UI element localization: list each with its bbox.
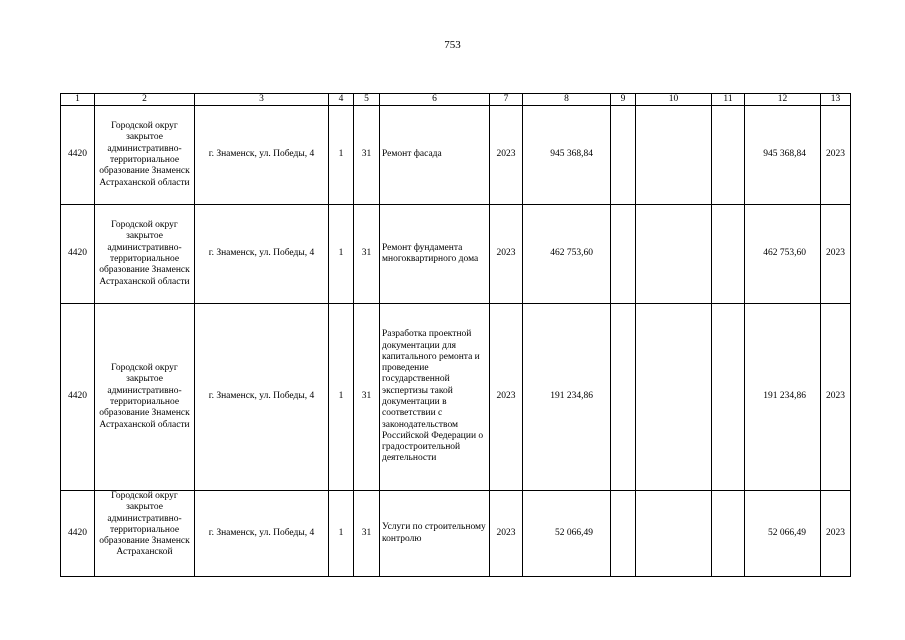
cell-col4: 1 [329,491,354,577]
year-cell: 2023 [821,106,851,205]
cell-col11 [712,304,745,491]
column-number: 10 [636,94,712,106]
year-cell: 2023 [490,205,523,304]
table-row [61,304,851,491]
register-table [60,93,851,577]
column-number: 2 [95,94,195,106]
amount-cell: 52 066,49 [745,491,821,577]
table-row [61,205,851,304]
cell-col4: 1 [329,106,354,205]
column-number: 3 [195,94,329,106]
amount-cell: 462 753,60 [523,205,611,304]
year-cell: 2023 [490,106,523,205]
year-cell: 2023 [490,304,523,491]
cell-col11 [712,491,745,577]
cell-col10 [636,205,712,304]
year-cell: 2023 [821,491,851,577]
code-cell: 4420 [61,304,95,491]
municipality-cell: Городской округ закрытое административно-территориальное образование Знаменск Астраханской области [95,106,195,205]
amount-cell: 945 368,84 [523,106,611,205]
amount-cell: 52 066,49 [523,491,611,577]
municipality-cell: Городской округ закрытое административно-территориальное образование Знаменск Астраханской области [95,304,195,491]
cell-col5: 31 [354,106,380,205]
address-cell: г. Знаменск, ул. Победы, 4 [195,205,329,304]
address-cell: г. Знаменск, ул. Победы, 4 [195,491,329,577]
table-row [61,491,851,577]
column-number: 12 [745,94,821,106]
address-cell: г. Знаменск, ул. Победы, 4 [195,106,329,205]
table-row [61,106,851,205]
year-cell: 2023 [821,205,851,304]
amount-cell: 462 753,60 [745,205,821,304]
column-number: 11 [712,94,745,106]
cell-col5: 31 [354,491,380,577]
cell-col10 [636,106,712,205]
amount-cell: 191 234,86 [745,304,821,491]
code-cell: 4420 [61,491,95,577]
cell-col10 [636,491,712,577]
municipality-text: Городской округ закрытое административно-территориальное образование Знаменск Астраханской [99,491,190,558]
code-cell: 4420 [61,205,95,304]
column-number: 1 [61,94,95,106]
cell-col9 [611,205,636,304]
column-number: 7 [490,94,523,106]
column-number: 5 [354,94,380,106]
cell-col9 [611,304,636,491]
column-number: 4 [329,94,354,106]
cell-col11 [712,106,745,205]
amount-cell: 191 234,86 [523,304,611,491]
work-type-cell: Разработка проектной документации для капитального ремонта и проведение государственной экспертизы такой документации в соответствии с законодательством Российской Федерации о градостроительной деятельности [380,304,490,491]
cell-col4: 1 [329,304,354,491]
cell-col9 [611,491,636,577]
column-number: 13 [821,94,851,106]
cell-col4: 1 [329,205,354,304]
column-number-row [61,94,851,106]
column-number: 9 [611,94,636,106]
cell-col11 [712,205,745,304]
cell-col5: 31 [354,205,380,304]
municipality-cell: Городской округ закрытое административно-территориальное образование Знаменск Астраханской области [95,205,195,304]
work-type-cell: Ремонт фундамента многоквартирного дома [380,205,490,304]
cell-col9 [611,106,636,205]
work-type-cell: Услуги по строительному контролю [380,491,490,577]
code-cell: 4420 [61,106,95,205]
address-cell: г. Знаменск, ул. Победы, 4 [195,304,329,491]
municipality-cell [95,491,195,577]
cell-col5: 31 [354,304,380,491]
year-cell: 2023 [821,304,851,491]
column-number: 6 [380,94,490,106]
year-cell: 2023 [490,491,523,577]
amount-cell: 945 368,84 [745,106,821,205]
cell-col10 [636,304,712,491]
column-number: 8 [523,94,611,106]
work-type-cell: Ремонт фасада [380,106,490,205]
page-number: 753 [444,39,461,51]
